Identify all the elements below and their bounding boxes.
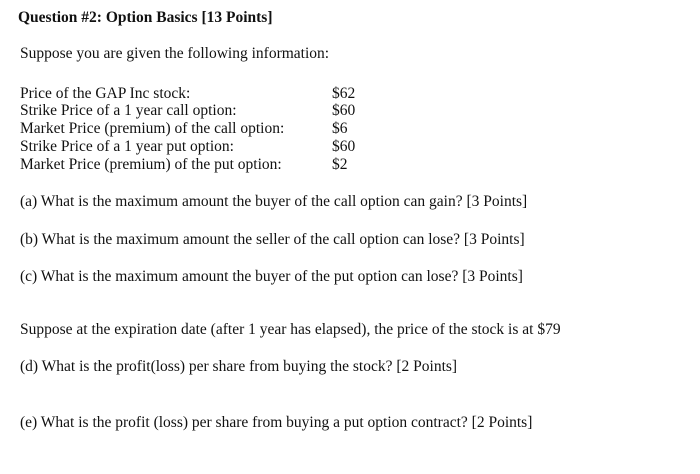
info-value-call-strike: $60 [332,102,356,119]
question-e: (e) What is the profit (loss) per share from buying a put option contract? [2 Points] [20,414,533,431]
info-value-put-strike: $60 [332,138,356,155]
info-label-put-strike: Strike Price of a 1 year put option: [20,138,234,155]
question-b: (b) What is the maximum amount the seller of the call option can lose? [3 Points] [20,231,525,248]
question-a: (a) What is the maximum amount the buyer of the call option can gain? [3 Points] [20,193,528,210]
info-value-put-premium: $2 [332,156,348,173]
info-label-call-premium: Market Price (premium) of the call option: [20,120,285,137]
question-c: (c) What is the maximum amount the buyer of the put option can lose? [3 Points] [20,268,523,285]
question-title: Question #2: Option Basics [13 Points] [18,9,273,26]
info-label-put-premium: Market Price (premium) of the put option: [20,156,282,173]
intro-text: Suppose you are given the following information: [20,45,330,62]
info-label-call-strike: Strike Price of a 1 year call option: [20,102,237,119]
info-value-call-premium: $6 [332,120,348,137]
scenario-text: Suppose at the expiration date (after 1 year has elapsed), the price of the stock is at $79 [20,321,561,338]
info-label-stock-price: Price of the GAP Inc stock: [20,85,191,102]
info-value-stock-price: $62 [332,85,356,102]
question-d: (d) What is the profit(loss) per share from buying the stock? [2 Points] [20,358,458,375]
